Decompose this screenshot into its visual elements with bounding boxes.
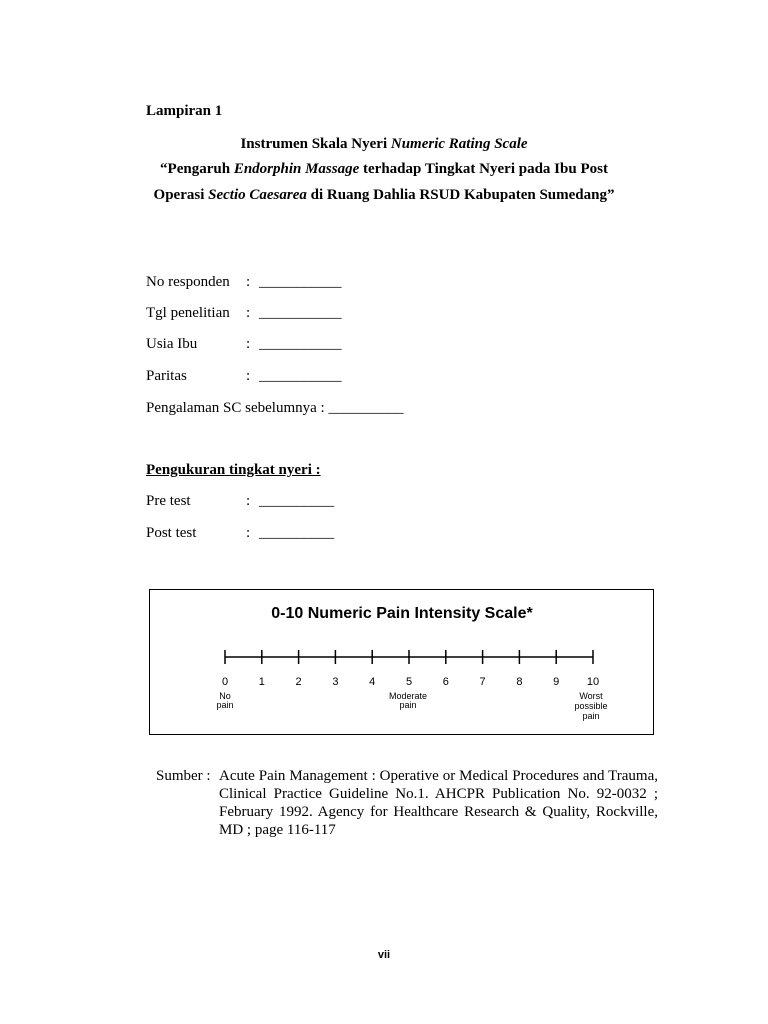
field-label: Pre test	[146, 493, 191, 509]
anchor-high-line-1: Worst	[579, 691, 603, 701]
title-line-2-italic: Endorphin Massage	[233, 161, 360, 177]
field-blank[interactable]: ___________	[259, 274, 342, 290]
source-lead: Sumber :	[156, 768, 211, 784]
field-colon: :	[246, 274, 251, 290]
anchor-low	[216, 691, 233, 710]
field-colon: :	[246, 368, 251, 384]
measurement-heading: Pengukuran tingkat nyeri :	[146, 462, 321, 478]
field-blank[interactable]: __________	[259, 493, 334, 509]
title-line-2-text-a: “Pengaruh	[160, 161, 234, 177]
field-label: Usia Ibu	[146, 336, 198, 352]
scale-tick-label: 7	[479, 676, 486, 688]
scale-ticks	[222, 650, 599, 688]
field-colon: :	[246, 305, 251, 321]
field-label: Paritas	[146, 368, 187, 384]
page-number: vii	[377, 949, 391, 961]
scale-tick-label: 2	[295, 676, 302, 688]
field-label: Tgl penelitian	[146, 305, 230, 321]
anchor-mid-line-2: pain	[399, 700, 417, 710]
title-line-3-text-a: Operasi	[153, 187, 209, 203]
field-colon: :	[246, 525, 251, 541]
field-row	[0, 336, 768, 356]
field-row	[0, 368, 768, 388]
scale-tick-label: 8	[516, 676, 523, 688]
anchor-mid-line-1: Moderate	[388, 691, 428, 701]
pain-scale-svg	[150, 590, 655, 736]
field-colon: :	[246, 336, 251, 352]
field-label: Post test	[146, 525, 197, 541]
anchor-high-line-3: pain	[582, 711, 600, 721]
title-line-3-text-c: di Ruang Dahlia RSUD Kabupaten Sumedang”	[306, 187, 615, 203]
field-colon: :	[246, 493, 251, 509]
title-line-1-italic: Numeric Rating Scale	[390, 136, 528, 152]
anchor-mid	[389, 691, 427, 710]
scale-tick-label: 1	[258, 676, 265, 688]
title-line-1-text: Instrumen Skala Nyeri	[240, 136, 391, 152]
field-row	[0, 274, 768, 294]
field-row	[0, 525, 768, 545]
title-line-1	[0, 136, 768, 153]
scale-tick-label: 6	[442, 676, 449, 688]
anchor-low-line-1: No	[219, 691, 231, 701]
field-blank[interactable]: ___________	[259, 305, 342, 321]
scale-tick-label: 10	[586, 676, 600, 688]
field-row	[0, 305, 768, 325]
field-blank[interactable]: __________	[259, 525, 334, 541]
appendix-label: Lampiran 1	[146, 103, 223, 119]
scale-tick-label: 5	[405, 676, 413, 688]
scale-tick-label: 4	[369, 676, 376, 688]
anchor-high-line-2: possible	[574, 701, 608, 711]
title-line-2-text-c: terhadap Tingkat Nyeri pada Ibu Post	[359, 161, 608, 177]
field-blank[interactable]: ___________	[259, 368, 342, 384]
title-line-3-italic: Sectio Caesarea	[208, 187, 307, 203]
scale-tick-label: 0	[221, 676, 229, 688]
anchor-low-line-2: pain	[216, 700, 234, 710]
field-label: No responden	[146, 274, 230, 290]
scale-title: 0-10 Numeric Pain Intensity Scale*	[271, 605, 533, 622]
source-text: Acute Pain Management : Operative or Medical Procedures and Trauma, Clinical Practice Guideline No.1. AHCPR Publication No. 92-0032 ; February 1992. Agency for Healthcare Research & Quality, Rockville, MD ; page 116-117	[219, 768, 658, 838]
pain-scale-figure	[149, 589, 654, 735]
field-row	[0, 493, 768, 513]
field-blank[interactable]: ___________	[259, 336, 342, 352]
prior-sc-field[interactable]: Pengalaman SC sebelumnya : __________	[146, 400, 404, 416]
anchor-high	[574, 691, 607, 721]
scale-tick-label: 3	[332, 676, 339, 688]
title-line-2	[0, 161, 768, 178]
scale-tick-label: 9	[553, 676, 560, 688]
title-line-3	[0, 187, 768, 204]
